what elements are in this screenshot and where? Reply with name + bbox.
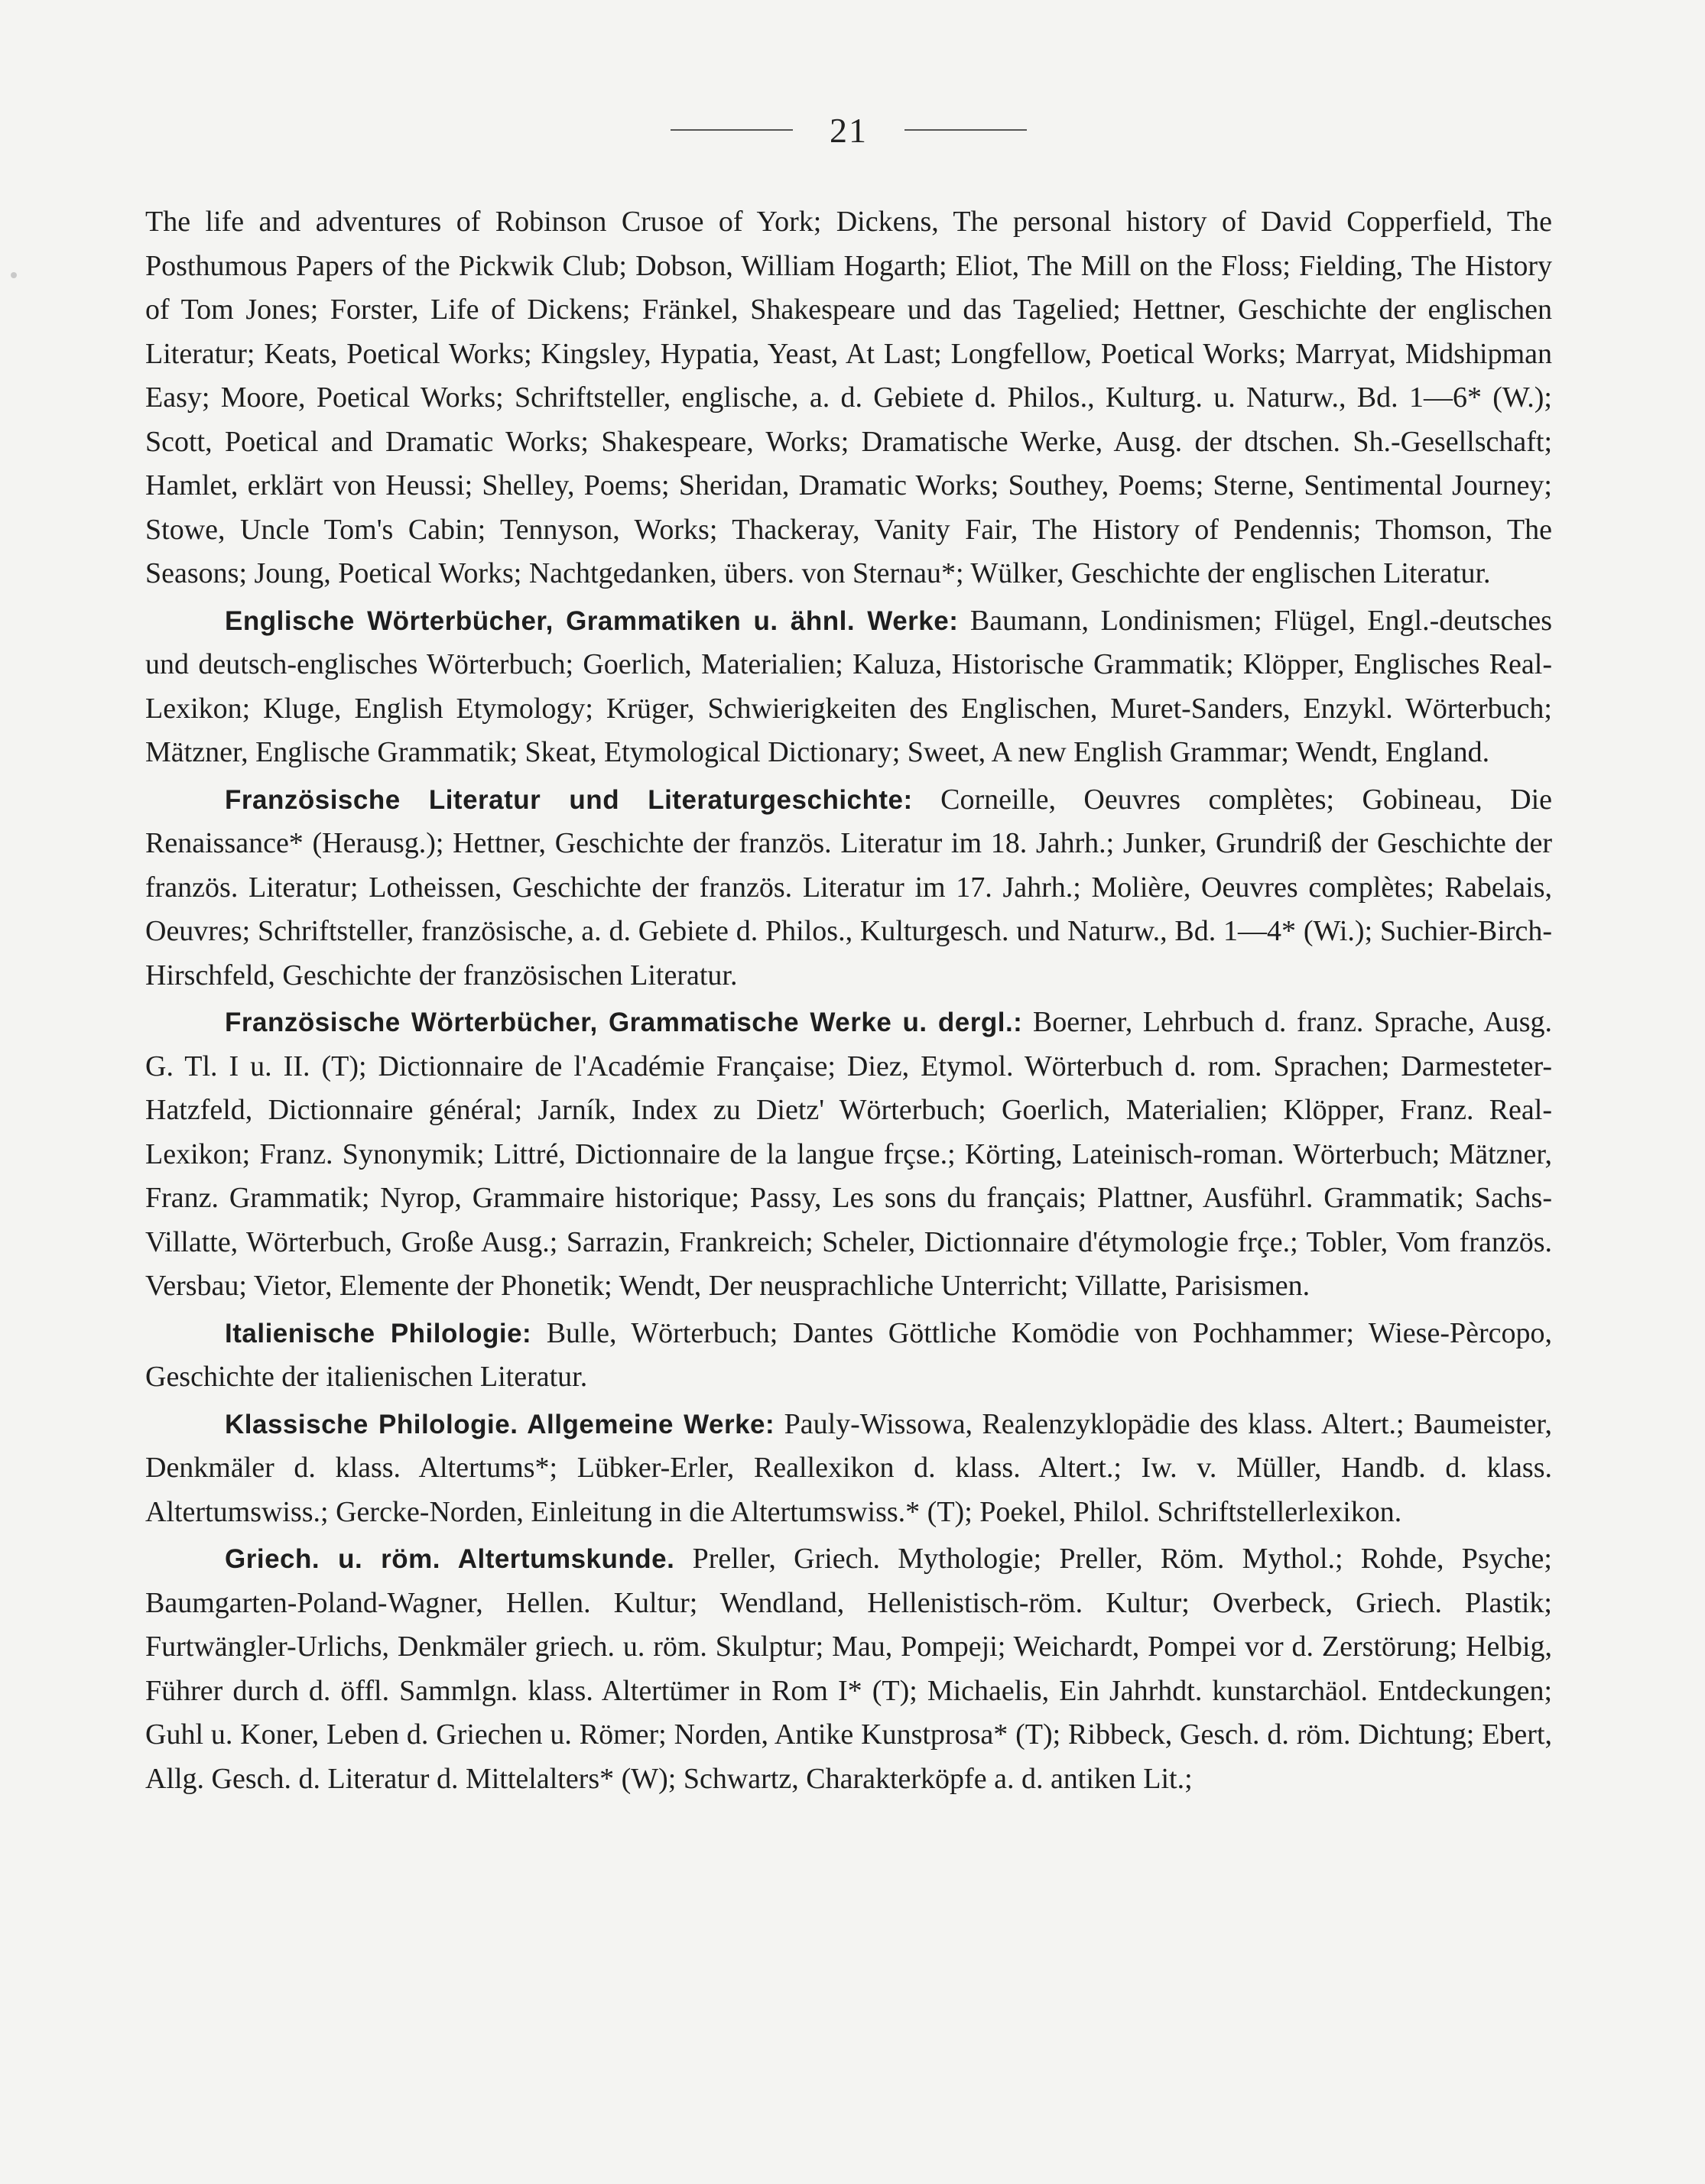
paragraph-classical-philology — [145, 1403, 1552, 1535]
scan-mark — [11, 272, 17, 278]
paragraph-text: Baumann, Londinismen; Flügel, Engl.-deutsches und deutsch-englisches Wörterbuch; Goerlich, Materialien; Kaluza, Historische Grammatik; Klöpper, Englisches Real-Lexikon; Kluge, English Etymology; Krüger, Schwierigkeiten des Englischen, Muret-Sanders, Enzykl. Wörterbuch; Mätzner, Englische Grammatik; Skeat, Etymological Dictionary; Sweet, A new English Grammar; Wendt, England. — [145, 604, 1552, 768]
paragraph-text: Pauly-Wissowa, Realenzyklopädie des klass. Altert.; Baumeister, Denkmäler d. klass. Altertums*; Lübker-Erler, Reallexikon d. klass. Altert.; Iw. v. Müller, Handb. d. klass. Altertumswiss.; Gercke-Norden, Einleitung in die Altertumswiss.* (T); Poekel, Philol. Schriftstellerlexikon. — [145, 1407, 1552, 1528]
page-number: 21 — [830, 110, 868, 150]
paragraph-text: Corneille, Oeuvres complètes; Gobineau, Die Renaissance* (Herausg.); Hettner, Geschichte der französ. Literatur im 18. Jahrh.; Junker, Grundriß der Geschichte der französ. Literatur; Lotheissen, Geschichte der französ. Literatur im 17. Jahrh.; Molière, Oeuvres complètes; Rabelais, Oeuvres; Schriftsteller, französische, a. d. Gebiete d. Philos., Kulturgesch. und Naturw., Bd. 1—4* (Wi.); Suchier-Birch-Hirschfeld, Geschichte der französischen Literatur. — [145, 783, 1552, 991]
paragraph-text: Preller, Griech. Mythologie; Preller, Röm. Mythol.; Rohde, Psyche; Baumgarten-Poland-Wagner, Hellen. Kultur; Wendland, Hellenistisch-röm. Kultur; Overbeck, Griech. Plastik; Furtwängler-Urlichs, Denkmäler griech. u. röm. Skulptur; Mau, Pompeji; Weichardt, Pompei vor d. Zerstörung; Helbig, Führer durch d. öffl. Sammlgn. klass. Altertümer in Rom I* (T); Michaelis, Ein Jahrhdt. kunstarchäol. Entdeckungen; Guhl u. Koner, Leben d. Griechen u. Römer; Norden, Antike Kunstprosa* (T); Ribbeck, Gesch. d. röm. Dichtung; Ebert, Allg. Gesch. d. Literatur d. Mittelalters* (W); Schwartz, Charakterköpfe a. d. antiken Lit.; — [145, 1543, 1552, 1795]
section-heading: Französische Literatur und Literaturgeschichte: — [225, 784, 913, 815]
paragraph-english-literature — [145, 200, 1552, 596]
section-heading: Italienische Philologie: — [225, 1318, 532, 1348]
header-rule-left — [671, 129, 793, 131]
page-header — [145, 107, 1552, 153]
paragraph-text: The life and adventures of Robinson Crusoe of York; Dickens, The personal history of David Copperfield, The Posthumous Papers of the Pickwik Club; Dobson, William Hogarth; Eliot, The Mill on the Floss; Fielding, The History of Tom Jones; Forster, Life of Dickens; Fränkel, Shakespeare und das Tagelied; Hettner, Geschichte der englischen Literatur; Keats, Poetical Works; Kingsley, Hypatia, Yeast, At Last; Longfellow, Poetical Works; Marryat, Midshipman Easy; Moore, Poetical Works; Schriftsteller, englische, a. d. Gebiete d. Philos., Kulturg. u. Naturw., Bd. 1—6* (W.); Scott, Poetical and Dramatic Works; Shakespeare, Works; Dramatische Werke, Ausg. der dtschen. Sh.-Gesellschaft; Hamlet, erklärt von Heussi; Shelley, Poems; Sheridan, Dramatic Works; Southey, Poems; Sterne, Sentimental Journey; Stowe, Uncle Tom's Cabin; Tennyson, Works; Thackeray, Vanity Fair, The History of Pendennis; Thomson, The Seasons; Joung, Poetical Works; Nachtgedanken, übers. von Sternau*; Wülker, Geschichte der englischen Literatur. — [145, 206, 1552, 589]
section-heading: Griech. u. röm. Altertumskunde. — [225, 1544, 675, 1574]
page-body — [145, 200, 1552, 1801]
paragraph-french-dictionaries — [145, 1001, 1552, 1309]
section-heading: Klassische Philologie. Allgemeine Werke: — [225, 1409, 775, 1439]
paragraph-text: Boerner, Lehrbuch d. franz. Sprache, Ausg. G. Tl. I u. II. (T); Dictionnaire de l'Académie Française; Diez, Etymol. Wörterbuch d. rom. Sprachen; Darmesteter-Hatzfeld, Dictionnaire général; Jarník, Index zu Dietz' Wörterbuch; Goerlich, Materialien; Klöpper, Franz. Real-Lexikon; Franz. Synonymik; Littré, Dictionnaire de la langue frçse.; Körting, Lateinisch-roman. Wörterbuch; Mätzner, Franz. Grammatik; Nyrop, Grammaire historique; Passy, Les sons du français; Plattner, Ausführl. Grammatik; Sachs-Villatte, Wörterbuch, Große Ausg.; Sarrazin, Frankreich; Scheler, Dictionnaire d'étymologie frçe.; Tobler, Vom französ. Versbau; Vietor, Elemente der Phonetik; Wendt, Der neusprachliche Unterricht; Villatte, Parisismen. — [145, 1006, 1552, 1302]
paragraph-antiquity-studies — [145, 1537, 1552, 1801]
section-heading: Französische Wörterbücher, Grammatische Werke u. dergl.: — [225, 1008, 1023, 1037]
paragraph-english-dictionaries — [145, 599, 1552, 775]
paragraph-text: Bulle, Wörterbuch; Dantes Göttliche Komödie von Pochhammer; Wiese-Pèrcopo, Geschichte der italienischen Literatur. — [145, 1316, 1553, 1393]
paragraph-french-literature — [145, 778, 1552, 998]
paragraph-italian-philology — [145, 1312, 1552, 1400]
section-heading: Englische Wörterbücher, Grammatiken u. ähnl. Werke: — [225, 605, 959, 636]
header-rule-right — [904, 129, 1027, 131]
